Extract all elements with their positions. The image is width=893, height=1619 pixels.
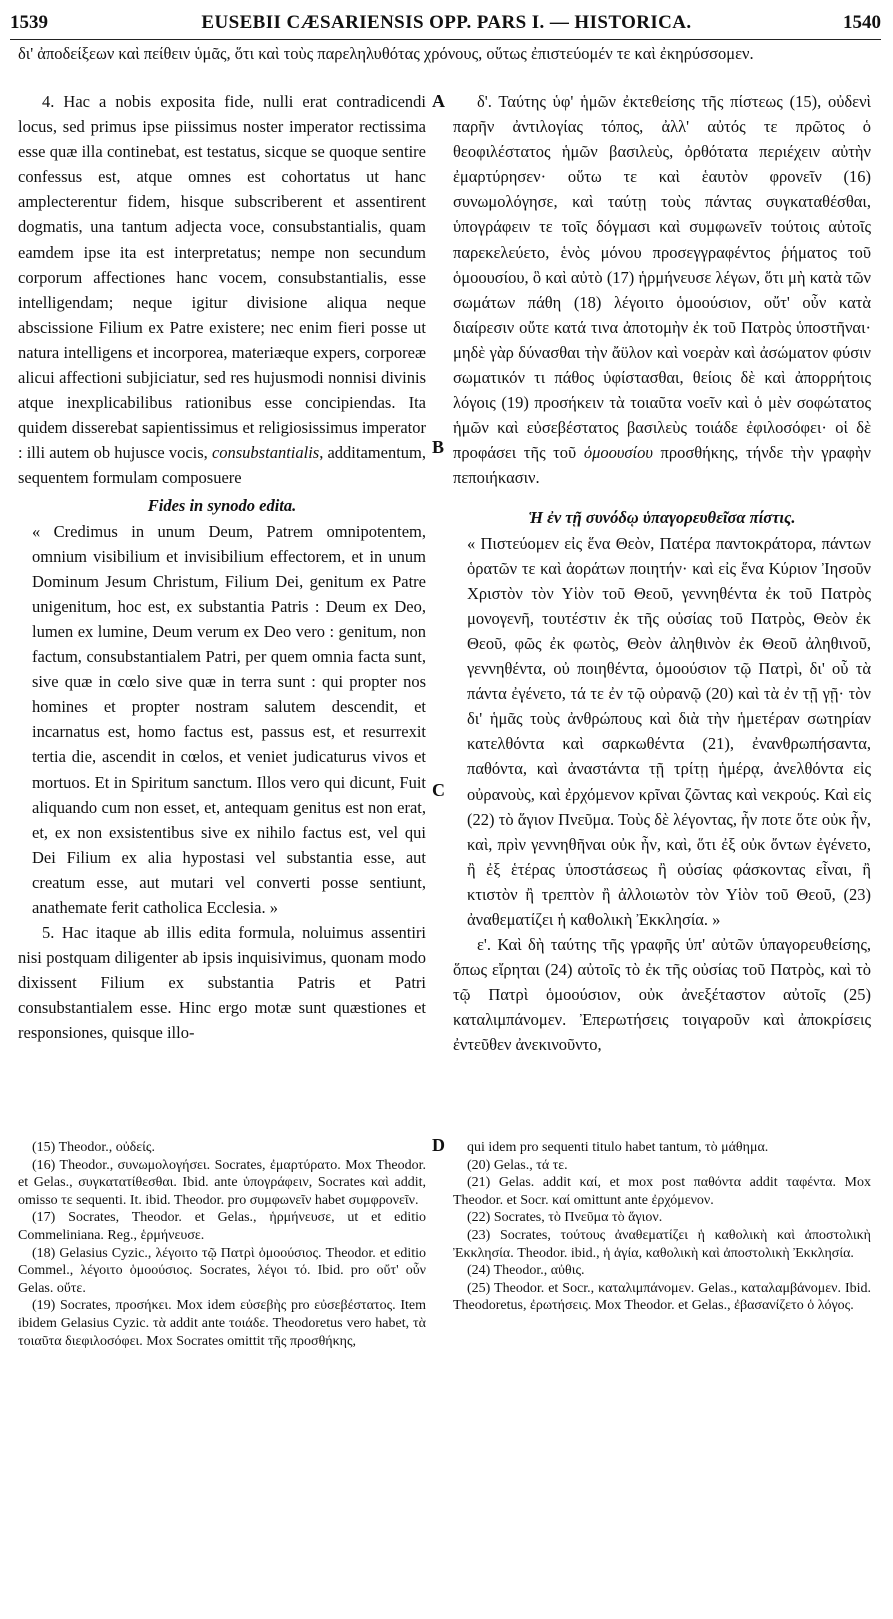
footnote: (21) Gelas. addit καί, et mox post παθόντα addit ταφέντα. Mox Theodor. et Socr. καί omittunt ante ἐρχόμενον. — [453, 1175, 871, 1208]
footnote: (24) Theodor., αὐθις. — [467, 1263, 585, 1279]
greek-column — [453, 89, 871, 1058]
latin-paragraph-4 — [18, 89, 426, 491]
footnote: qui idem pro sequenti titulo habet tantum, τὸ μάθημα. — [467, 1140, 769, 1155]
page-number-left: 1539 — [10, 12, 48, 33]
latin-italic-word: consubstantialis — [211, 443, 320, 463]
footnote: (20) Gelas., τά τε. — [467, 1157, 568, 1173]
footnote: (18) Gelasius Cyzic., λέγοιτο τῷ Πατρὶ ὁμοούσιος. Theodor. et editio Commel., λέγοιτο ὁμοούσιος. Socrates, λέγοι τό. Ibid. pro οὔτ' οὖν Gelas. οὔτε. — [18, 1245, 426, 1296]
greek-creed-text: « Πιστεύομεν εἰς ἕνα Θεὸν, Πατέρα παντοκράτορα, πάντων ὁρατῶν τε καὶ ἀοράτων ποιητήν· καὶ εἰς ἕνα Κύριον Ἰησοῦν Χριστὸν τὸν Υἱὸν τοῦ Θεοῦ, γεννηθέντα ἐκ τοῦ Πατρὸς μονογενῆ, τουτέστιν ἐκ τῆς οὐσίας τοῦ Πατρὸς, Θεὸν ἐκ Θεοῦ, φῶς ἐκ φωτὸς, Θεὸν ἀληθινὸν ἐκ Θεοῦ ἀληθινοῦ, γεννηθέντα, οὐ ποιηθέντα, ὁμοούσιον τῷ Πατρὶ, δι' οὗ τὰ πάντα ἐγένετο, τά τε ἐν τῷ οὐρανῷ (20) καὶ τὰ ἐν τῇ γῇ· τὸν δι' ἡμᾶς τοὺς ἀνθρώπους καὶ διὰ τὴν ἡμετέραν σωτηρίαν κατελθόντα καὶ σαρκωθέντα (21), ἐνανθρωπήσαντα, παθόντα, καὶ ἀναστάντα τῇ τρίτῃ ἡμέρᾳ, ἀνελθόντα εἰς οὐρανοὺς, καὶ ἐρχόμενον κρῖναι ζῶντας καὶ νεκρούς. Καὶ εἰς (22) τὸ ἅγιον Πνεῦμα. Τοὺς δὲ λέγοντας, ἦν ποτε ὅτε οὐκ ἦν, καὶ, πρὶν γεννηθῆναι οὐκ ἦν, καὶ, ὅτι ἐξ οὐκ ὄντων ἐγένετο, ἢ ἐξ ἑτέρας ὑποστάσεως ἢ οὐσίας φάσκοντας εἶναι, ἢ κτιστὸν ἢ τρεπτὸν ἢ ἀλλοιωτὸν τὸν Υἱὸν τοῦ Θεοῦ, (23) ἀναθεματίζει ἡ καθολικὴ Ἐκκλησία. » — [467, 533, 871, 929]
margin-letter-a: A — [432, 91, 445, 111]
latin-paragraph-4-end: , additamentum, sequentem formulam composuere — [18, 443, 426, 488]
footnote: (22) Socrates, τὸ Πνεῦμα τὸ ἅγιον. — [467, 1210, 663, 1226]
page-number-right: 1540 — [843, 12, 881, 33]
footnote: (25) Theodor. et Socr., καταλιμπάνομεν. Gelas., καταλαμβάνομεν. Ibid. Theodoretus, ἐρωτήσεις. Mox Theodor. et Gelas., ἐβασανίζετο ὁ λόγος. — [453, 1280, 871, 1314]
latin-paragraph-4-text: 4. Hac a nobis exposita fide, nulli erat contradicendi locus, sed primus ipse piissimus noster imperator rectissima esse quæ illa continebat, est testatus, sicque se quoque sentire confessus est, atque omnes est cohortatus ut hanc amplecterentur fidem, hisque subscriberent et assentirent dogmatis, una tantum adjecta voce, consubstantialis, quam eamdem ipse ita est interpretatus; nempe non secundum corporum affectiones hanc vocem, consubstantialis, esse intelligendam; neque igitur divisione aliqua neque abscissione Filium ex Patre existere; nec enim fieri posse ut natura intelligens et incorporea, materiæque expers, corporeæ alicui affectioni subjiciatur, sed res hujusmodi nonnisi divinis atque inexplicabilibus rationibus esse concipiendas. Ita quidem disserebat sapientissimus et religiosissimus imperator : illi autem ob hujusce vocis, — [18, 92, 426, 463]
latin-column — [18, 89, 426, 1046]
margin-letter-d: D — [432, 1135, 445, 1155]
latin-paragraph-5: 5. Hac itaque ab illis edita formula, noluimus assentiri nisi postquam diligenter ab ipsis inquisivimus, quonam modo dixissent Filium ex substantia Patris et Patri consubstantialem esse. Hinc ergo motæ sunt quæstiones et responsiones, quisque illo- — [18, 923, 426, 1043]
greek-paragraph-5: ε'. Καὶ δὴ ταύτης τῆς γραφῆς ὑπ' αὐτῶν ὑπαγορευθείσης, ὅπως εἴρηται (24) αὐτοῖς τὸ ἐκ τῆς οὐσίας τοῦ Πατρὸς, καὶ τὸ τῷ Πατρὶ ὁμοούσιον, οὐκ ἀνεξέταστον αὐτοῖς (25) καταλιμπάνομεν. Ἐπερωτήσεις τοιγαροῦν καὶ ἀποκρίσεις ἐντεῦθεν ἀνεκινοῦντο, — [453, 935, 871, 1055]
margin-letter-b: B — [432, 437, 445, 457]
latin-creed-text: « Credimus in unum Deum, Patrem omnipotentem, omnium visibilium et invisibilium effectorem, et in unum Dominum Jesum Christum, Filium Dei, genitum ex Patre unigenitum, hoc est, ex substantia Patris : Deum ex Deo, lumen ex lumine, Deum verum ex Deo vero : genitum, non factum, consubstantialem Patri, per quem omnia facta sunt, sive quæ in cœlo sive quæ in terra sunt : qui propter nos homines et propter nostram salutem descendit, et incarnatus est, homo factus est, passus est, et resurrexit tertia die, ascendit in cœlos, et veniet judicaturus vivos et mortuos. Et in Spiritum sanctum. Illos vero qui dicunt, Fuit aliquando cum non esset, et, antequam genitus est non erat, et, ex non exsistentibus sive ex nihilo factus est, vel qui Dei Filium ex alia hypostasi vel substantia esse, aut creatum esse, aut mutari vel converti posse sentiunt, anathemate ferit catholica Ecclesia. » — [32, 521, 426, 917]
greek-paragraph-4-end: προσθήκης, τήνδε τὴν γραφὴν πεποιήκασιν. — [453, 443, 872, 488]
footnote: (16) Theodor., συνωμολογήσει. Socrates, ἐμαρτύρατο. Mox Theodor. et Gelas., συγκατατίθεσθαι. Ibid. ante ὑπογράφειν, Socrates καὶ addit, omisso τε sequenti. It. ibid. Theodor. pro συμφωνεῖν habet συμφρονεῖν. — [18, 1157, 426, 1208]
latin-creed-heading: Fides in synodo edita. — [147, 495, 297, 515]
footnotes-left — [18, 1139, 426, 1350]
footnote: (15) Theodor., οὐδείς. — [32, 1140, 155, 1155]
greek-creed-heading: Ἡ ἐν τῇ συνόδῳ ὑπαγορευθεῖσα πίστις. — [528, 507, 796, 527]
margin-letter-c: C — [432, 780, 445, 800]
footnote: (23) Socrates, τούτους ἀναθεματίζει ἡ καθολικὴ καὶ ἀποστολικὴ Ἐκκλησία. Theodor. ibid., ἡ ἁγία, καθολικὴ καὶ ἀποστολικὴ Ἐκκλησία. — [453, 1227, 871, 1261]
greek-italic-word: ὁμοουσίου — [583, 443, 653, 463]
running-head: EUSEBII CÆSARIENSIS OPP. PARS I. — HISTORICA. — [201, 12, 692, 33]
footnotes-right — [453, 1139, 871, 1315]
header-rule — [10, 39, 881, 40]
greek-paragraph-4 — [453, 89, 871, 491]
intro-greek-text: δι' ἀποδείξεων καὶ πείθειν ὑμᾶς, ὅτι καὶ τοὺς παρεληλυθότας χρόνους, οὕτως ἐπιστεύομέν τε καὶ ἐκηρύσσομεν. — [18, 44, 754, 63]
greek-paragraph-4-text: δ'. Ταύτης ὑφ' ἡμῶν ἐκτεθείσης τῆς πίστεως (15), οὐδενὶ παρῆν ἀντιλογίας τόπος, ἀλλ' αὐτός τε πρῶτος ὁ θεοφιλέστατος ἡμῶν βασιλεὺς, ὀρθότατα περιέχειν αὐτὴν ἐμαρτύρησεν· οὕτω τε καὶ ἑαυτὸν φρονεῖν (16) συνωμολόγησε, καὶ ταύτῃ τοὺς πάντας συγκαταθέσθαι, ὑπογράφειν τε τοῖς δόγμασι καὶ συμφωνεῖν τούτοις αὐτοῖς παρεκελεύετο, ἑνὸς μόνου προσεγγραφέντος ῥήματος τοῦ ὁμοουσίου, ὃ καὶ αὐτὸ (17) ἡρμήνευσε λέγων, ὅτι μὴ κατὰ τῶν σωμάτων πάθη (18) λέγοιτο ὁμοούσιον, οὔτ' οὖν κατὰ διαίρεσιν οὔτε κατά τινα ἀποτομὴν ἐκ τοῦ Πατρὸς ὑποστῆναι· μηδὲ γὰρ δύνασθαι τὴν ἄϋλον καὶ νοερὰν καὶ ἀσώματον φύσιν σωματικόν τι πάθος ὑφίστασθαι, θείοις δὲ καὶ ἀπορρήτοις λόγοις (19) προσήκειν τὰ τοιαῦτα νοεῖν καὶ ὁ μὲν σοφώτατος ἡμῶν καὶ εὐσεβέστατος βασιλεὺς τοιάδε ἐφιλοσόφει· οἱ δὲ προφάσει τῆς τοῦ — [453, 92, 871, 463]
footnote: (17) Socrates, Theodor. et Gelas., ἡρμήνευσε, ut et editio Commeliniana. Reg., ἑρμήνευσε. — [18, 1210, 426, 1243]
footnote: (19) Socrates, προσήκει. Mox idem εὐσεβὴς pro εὐσεβέστατος. Item ibidem Gelasius Cyzic. τὰ addit ante τοιάδε. Theodoretus vero habet, τὰ τοιαῦτα διεφιλοσόφει. Mox Socrates omittit τῆς προσθήκης, — [18, 1298, 426, 1349]
